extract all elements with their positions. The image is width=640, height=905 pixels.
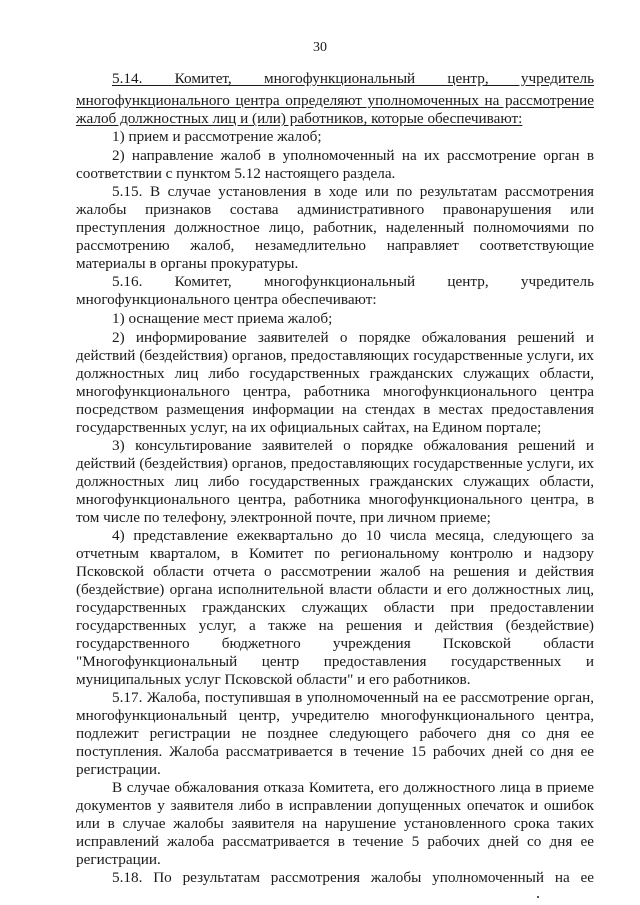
text-line: преступления должностное лицо, работник, наделенный полномочиями по: [76, 219, 594, 236]
text-line: 4) представление ежеквартально до 10 числа месяца, следующего за: [112, 527, 594, 544]
text-line: государственных услуг, а также на решения и действия (бездействие): [76, 617, 594, 634]
text-line: 5.17. Жалоба, поступившая в уполномоченный на ее рассмотрение орган,: [112, 689, 594, 706]
text-line: многофункционального центра определяют уполномоченных на рассмотрение: [76, 92, 594, 109]
text-line: рассмотрению жалоб, незамедлительно направляет соответствующие: [76, 237, 594, 254]
text-line: должностных лиц либо государственных гражданских служащих области,: [76, 365, 594, 382]
text-line: 3) консультирование заявителей о порядке обжалования решений и: [112, 437, 594, 454]
text-line: отчетным кварталом, в Комитет по региональному контролю и надзору: [76, 545, 594, 562]
text-line: Псковской области отчета о рассмотрении жалоб на решения и действия: [76, 563, 594, 580]
text-line: 2) направление жалоб в уполномоченный на их рассмотрение орган в: [112, 147, 594, 164]
text-line: многофункциональный центр, учредителю многофункционального центра,: [76, 707, 594, 724]
text-line: 5.15. В случае установления в ходе или по результатам рассмотрения: [112, 183, 594, 200]
scan-speck: [537, 896, 539, 898]
text-line: жалоб должностных лиц и (или) работников, которые обеспечивают:: [76, 110, 523, 127]
text-line: 5.18. По результатам рассмотрения жалобы уполномоченный на ее: [112, 869, 594, 886]
text-line: регистрации.: [76, 761, 161, 778]
text-line: жалобы признаков состава административного правонарушения или: [76, 201, 594, 218]
text-line: поступления. Жалоба рассматривается в течение 15 рабочих дней со дня ее: [76, 743, 594, 760]
text-line: или в случае жалобы заявителя на нарушение установленного срока таких: [76, 815, 594, 832]
text-line: 5.16. Комитет, многофункциональный центр, учредитель: [112, 273, 594, 290]
text-line: регистрации.: [76, 851, 161, 868]
text-line: В случае обжалования отказа Комитета, его должностного лица в приеме: [112, 779, 594, 796]
text-line: том числе по телефону, электронной почте, при личном приеме;: [76, 509, 491, 526]
text-line: (бездействие) органа исполнительной власти области и его должностных лиц,: [76, 581, 594, 598]
text-line: документов у заявителя либо в исправлении допущенных опечаток и ошибок: [76, 797, 594, 814]
text-line: многофункционального центра, работника многофункционального центра, в: [76, 491, 594, 508]
text-line: действий (бездействия) органов, предоставляющих государственные услуги, их: [76, 455, 594, 472]
text-line: государственных гражданских служащих области при предоставлении: [76, 599, 594, 616]
text-line: посредством размещения информации на стендах в местах предоставления: [76, 401, 594, 418]
text-line: 1) оснащение мест приема жалоб;: [112, 310, 333, 327]
text-line: материалы в органы прокуратуры.: [76, 255, 299, 272]
text-line: должностных лиц либо государственных гражданских служащих области,: [76, 473, 594, 490]
text-line: действий (бездействия) органов, предоставляющих государственные услуги, их: [76, 347, 594, 364]
text-line: исправлений жалоба рассматривается в течение 5 рабочих дней со дня ее: [76, 833, 594, 850]
text-line: многофункционального центра, работника многофункционального центра: [76, 383, 594, 400]
text-line: соответствии с пунктом 5.12 настоящего раздела.: [76, 165, 396, 182]
text-line: 2) информирование заявителей о порядке обжалования решений и: [112, 329, 594, 346]
text-line: 5.14. Комитет, многофункциональный центр, учредитель: [112, 70, 594, 87]
text-line: 1) прием и рассмотрение жалоб;: [112, 128, 322, 145]
text-line: государственных услуг, на их официальных сайтах, на Едином портале;: [76, 419, 542, 436]
page-number: 30: [313, 40, 327, 55]
text-line: государственного бюджетного учреждения Псковской области: [76, 635, 594, 652]
text-line: многофункционального центра обеспечивают:: [76, 291, 377, 308]
text-line: муниципальных услуг Псковской области" и его работников.: [76, 671, 471, 688]
text-line: подлежит регистрации не позднее следующего рабочего дня со дня ее: [76, 725, 594, 742]
text-line: "Многофункциональный центр предоставления государственных и: [76, 653, 594, 670]
